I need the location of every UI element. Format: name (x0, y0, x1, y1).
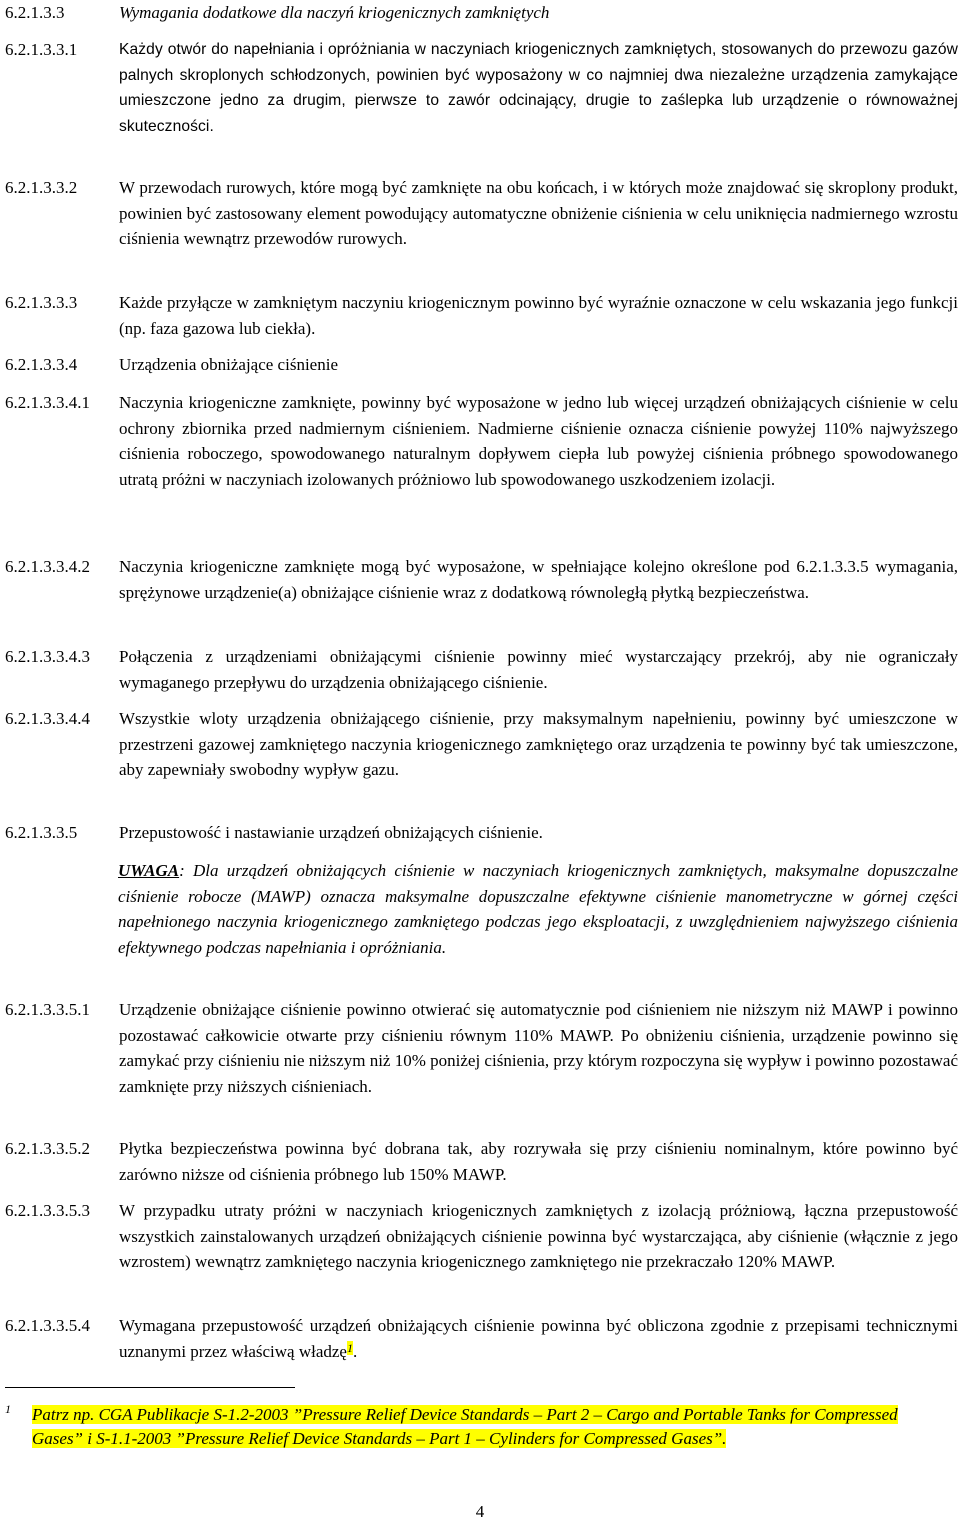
heading-title: Wymagania dodatkowe dla naczyń kriogenicznych zamkniętych (119, 3, 550, 22)
paragraph-number: 6.2.1.3.3.4 (5, 355, 78, 374)
paragraph-number: 6.2.1.3.3.5 (5, 823, 78, 842)
paragraph-number: 6.2.1.3.3.4.2 (5, 557, 90, 576)
paragraph-number: 6.2.1.3.3.5.1 (5, 1000, 90, 1019)
footnote-reference[interactable]: 1 (346, 1340, 353, 1355)
paragraph-number: 6.2.1.3.3.5.2 (5, 1139, 90, 1158)
paragraph-text: Każdy otwór do napełniania i opróżniania w naczyniach kriogenicznych zamkniętych, stosowanych do przewozu gazów palnych skroplonych schłodzonych, powinien być wyposażony w co najmniej dwa niezależne urządzenia zamykające umieszczone jedno za drugim, pierwsze to zawór odcinający, drugie to zaślepka lub urządzenie o równoważnej skuteczności. (119, 41, 958, 135)
paragraph-number: 6.2.1.3.3.2 (5, 178, 78, 197)
paragraph-text: Wszystkie wloty urządzenia obniżającego ciśnienie, przy maksymalnym napełnieniu, powinny być umieszczone w przestrzeni gazowej zamkniętego naczynia kriogenicznego zamkniętego oraz urządzenia te powinny być tak umieszczone, aby zapewniały swobodny wypływ gazu. (119, 709, 958, 779)
paragraph-number: 6.2.1.3.3.4.1 (5, 393, 90, 412)
paragraph-text (119, 1313, 958, 1364)
paragraph-text: Urządzenie obniżające ciśnienie powinno otwierać się automatycznie pod ciśnieniem nie niższym niż MAWP i powinno pozostawać całkowicie otwarte przy ciśnieniu równym 110% MAWP. Po obniżeniu ciśnienia, urządzenie powinno się zamykać przy ciśnieniu nie niższym niż 10% poniżej ciśnienia, przy którym rozpoczyna się wypływ i powinno pozostawać zamknięte przy niższych ciśnieniach. (119, 1000, 958, 1096)
paragraph-text: Urządzenia obniżające ciśnienie (119, 355, 338, 374)
footnote-separator (5, 1387, 295, 1388)
footnote-text: Patrz np. CGA Publikacje S-1.2-2003 ”Pressure Relief Device Standards – Part 2 – Cargo and Portable Tanks for Compressed Gases” i S-1.1-2003 ”Pressure Relief Device Standards – Part 1 – Cylinders for Compressed Gases”. (32, 1405, 898, 1448)
note-label: UWAGA (118, 861, 180, 880)
paragraph-text: Przepustowość i nastawianie urządzeń obniżających ciśnienie. (119, 823, 543, 842)
paragraph-text: Połączenia z urządzeniami obniżającymi ciśnienie powinny mieć wystarczający przekrój, aby nie ograniczały wymaganego przepływu do urządzenia obniżającego ciśnienie. (119, 647, 958, 692)
paragraph-text-end: . (352, 1341, 358, 1361)
footnote (5, 1403, 931, 1451)
paragraph-text: Naczynia kriogeniczne zamknięte, powinny być wyposażone w jedno lub więcej urządzeń obniżających ciśnienie w celu ochrony zbiornika przed nadmiernym ciśnieniem. Nadmierne ciśnienie oznacza ciśnienie powyżej 110% najwyższego ciśnienia roboczego, spowodowanego naturalnym dopływem ciepła lub powyżej ciśnienia próbnego spowodowanego utratą próżni w naczyniach izolowanych próżniowo lub spowodowanego uszkodzeniem izolacji. (119, 393, 958, 489)
paragraph-text: Naczynia kriogeniczne zamknięte mogą być wyposażone, w spełniające kolejno określone pod 6.2.1.3.3.5 wymagania, sprężynowe urządzenie(a) obniżające ciśnienie wraz z dodatkową równoległą płytką bezpieczeństwa. (119, 557, 958, 602)
paragraph-number: 6.2.1.3.3.4.3 (5, 647, 90, 666)
paragraph-number: 6.2.1.3.3.5.4 (5, 1316, 90, 1335)
footnote-mark: 1 (5, 1402, 11, 1416)
paragraph-text: Każde przyłącze w zamkniętym naczyniu kriogenicznym powinno być wyraźnie oznaczone w celu wskazania jego funkcji (np. faza gazowa lub ciekła). (119, 293, 958, 338)
heading-number: 6.2.1.3.3 (5, 3, 65, 22)
paragraph-text: Płytka bezpieczeństwa powinna być dobrana tak, aby rozrywała się przy ciśnieniu nominalnym, które powinno być zarówno niższe od ciśnienia próbnego lub 150% MAWP. (119, 1139, 958, 1184)
paragraph-number: 6.2.1.3.3.1 (5, 40, 78, 59)
paragraph-number: 6.2.1.3.3.4.4 (5, 709, 90, 728)
paragraph-text: W przypadku utraty próżni w naczyniach kriogenicznych zamkniętych z izolacją próżniową, łączna przepustowość wszystkich zainstalowanych urządzeń obniżających ciśnienie powinna być wystarczająca, aby ciśnienie (włącznie z jego wzrostem) wewnątrz zamkniętego naczynia kriogenicznego zamkniętego nie przekraczało 120% MAWP. (119, 1201, 958, 1271)
paragraph-number: 6.2.1.3.3.3 (5, 293, 78, 312)
page-number: 4 (475, 1502, 485, 1521)
note-block (118, 858, 958, 960)
note-text: : Dla urządzeń obniżających ciśnienie w naczyniach kriogenicznych zamkniętych, maksymalne dopuszczalne ciśnienie robocze (MAWP) oznacza maksymalne dopuszczalne efektywne ciśnienie manometryczne w górnej części napełnionego naczynia kriogenicznego zamkniętego podczas jego eksploatacji, z uwzględnieniem najwyższego ciśnienia efektywnego podczas napełniania i opróżniania. (118, 861, 958, 957)
paragraph-text: W przewodach rurowych, które mogą być zamknięte na obu końcach, i w których może znajdować się skroplony produkt, powinien być zastosowany element powodujący automatyczne obniżenie ciśnienia w celu uniknięcia nadmiernego wzrostu ciśnienia wewnątrz przewodów rurowych. (119, 178, 958, 248)
paragraph-text-main: Wymagana przepustowość urządzeń obniżających ciśnienie powinna być obliczona zgodnie z przepisami technicznymi uznanymi przez właściwą władzę (119, 1316, 958, 1361)
paragraph-number: 6.2.1.3.3.5.3 (5, 1201, 90, 1220)
